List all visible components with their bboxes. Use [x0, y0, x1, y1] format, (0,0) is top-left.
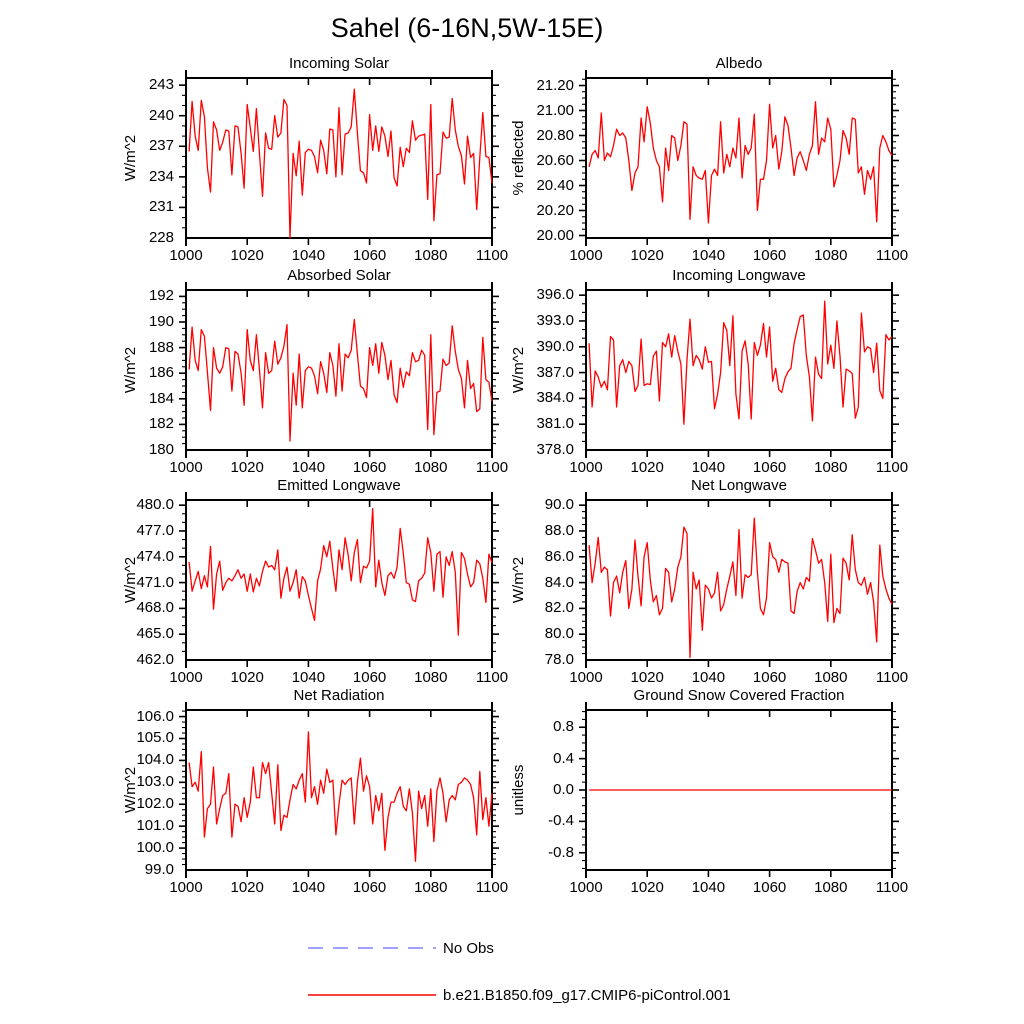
x-tick-label: 1020 — [230, 669, 264, 686]
y-tick-label: 90.0 — [544, 496, 574, 514]
y-tick-label: 21.20 — [536, 76, 574, 94]
plot-area — [574, 488, 904, 672]
x-tick-label: 1040 — [291, 669, 326, 686]
y-tick-label: 0.8 — [553, 718, 574, 736]
y-tick-label: 243 — [148, 76, 174, 94]
y-tick-label: 103.0 — [136, 773, 174, 791]
y-tick-label: 105.0 — [136, 729, 174, 747]
y-tick-label: 237 — [148, 137, 174, 155]
y-tick-label: 21.00 — [536, 101, 574, 119]
panel-title: Albedo — [715, 55, 763, 72]
x-tick-label: 1080 — [814, 669, 848, 686]
x-tick-label: 1080 — [414, 879, 448, 896]
y-tick-label: 99.0 — [144, 861, 174, 878]
series-line — [589, 102, 892, 223]
no-obs-line-sample-icon — [306, 944, 438, 952]
panel-title: Incoming Longwave — [672, 267, 806, 284]
x-tick-label: 1080 — [414, 247, 448, 264]
x-tick-label: 1100 — [475, 459, 509, 476]
plot-area — [174, 278, 504, 462]
y-tick-label: 378.0 — [536, 441, 574, 458]
x-tick-label: 1000 — [569, 459, 603, 476]
y-axis-label: W/m^2 — [122, 766, 139, 814]
y-tick-label: 100.0 — [136, 839, 174, 857]
x-tick-label: 1060 — [752, 247, 787, 264]
plot-area — [574, 698, 904, 882]
series-line — [589, 518, 892, 657]
x-tick-label: 1020 — [230, 879, 264, 896]
x-tick-label: 1040 — [691, 247, 726, 264]
y-tick-label: 80.0 — [544, 625, 574, 643]
y-tick-label: 381.0 — [536, 415, 574, 433]
y-axis-label: % reflected — [510, 120, 527, 196]
y-tick-label: 0.0 — [553, 781, 574, 798]
x-tick-label: 1040 — [291, 247, 326, 264]
x-tick-label: 1060 — [352, 459, 387, 476]
x-tick-label: 1060 — [352, 247, 387, 264]
y-tick-label: 387.0 — [536, 363, 574, 381]
x-tick-label: 1020 — [630, 879, 664, 896]
y-tick-label: 106.0 — [136, 707, 174, 725]
run-line-sample-icon — [306, 991, 438, 999]
y-tick-label: 234 — [148, 167, 174, 185]
y-tick-label: 396.0 — [536, 286, 574, 304]
x-tick-label: 1020 — [630, 459, 664, 476]
panel-title: Net Radiation — [293, 687, 385, 704]
y-tick-label: 240 — [148, 106, 174, 124]
x-tick-label: 1000 — [569, 669, 603, 686]
y-tick-label: 393.0 — [536, 311, 574, 329]
panel-title: Incoming Solar — [288, 55, 390, 72]
plot-area — [574, 66, 904, 250]
x-tick-label: 1000 — [169, 247, 203, 264]
panel-title: Net Longwave — [691, 477, 787, 494]
x-tick-label: 1080 — [814, 879, 848, 896]
figure-title: Sahel (6-16N,5W-15E) — [330, 13, 604, 43]
x-tick-label: 1020 — [630, 247, 664, 264]
y-tick-label: 20.60 — [536, 151, 574, 169]
x-tick-label: 1040 — [691, 669, 726, 686]
x-tick-label: 1000 — [169, 669, 203, 686]
y-tick-label: 20.00 — [536, 226, 574, 244]
series-line — [189, 509, 492, 635]
y-tick-label: 228 — [148, 229, 174, 246]
y-tick-label: 101.0 — [136, 817, 174, 835]
x-tick-label: 1100 — [475, 247, 509, 264]
plot-area — [174, 698, 504, 882]
y-tick-label: 180 — [148, 441, 174, 458]
x-tick-label: 1060 — [752, 459, 787, 476]
series-line — [189, 89, 492, 238]
y-tick-label: 182 — [148, 415, 174, 433]
plot-area — [574, 278, 904, 462]
x-tick-label: 1040 — [291, 879, 326, 896]
y-tick-label: 20.40 — [536, 176, 574, 194]
x-tick-label: 1080 — [814, 247, 848, 264]
series-line — [189, 732, 492, 861]
x-tick-label: 1020 — [230, 247, 264, 264]
y-tick-label: 465.0 — [136, 625, 174, 643]
y-tick-label: 231 — [148, 198, 174, 216]
x-tick-label: 1100 — [875, 247, 909, 264]
x-tick-label: 1020 — [230, 459, 264, 476]
y-tick-label: 477.0 — [136, 521, 174, 539]
y-tick-label: 88.0 — [544, 521, 574, 539]
y-tick-label: 104.0 — [136, 751, 174, 769]
x-tick-label: 1080 — [814, 459, 848, 476]
plot-area — [174, 488, 504, 672]
y-tick-label: 82.0 — [544, 599, 574, 617]
y-tick-label: 102.0 — [136, 795, 174, 813]
series-line — [189, 319, 492, 441]
x-tick-label: 1040 — [291, 459, 326, 476]
y-axis-label: unitless — [510, 764, 527, 816]
x-tick-label: 1000 — [569, 879, 603, 896]
y-tick-label: 390.0 — [536, 337, 574, 355]
x-tick-label: 1000 — [169, 459, 203, 476]
panel-title: Absorbed Solar — [287, 267, 391, 284]
x-tick-label: 1100 — [475, 669, 509, 686]
x-tick-label: 1040 — [691, 459, 726, 476]
y-axis-label: W/m^2 — [122, 556, 139, 604]
y-tick-label: 474.0 — [136, 547, 174, 565]
y-tick-label: 190 — [148, 313, 174, 330]
y-tick-label: 471.0 — [136, 573, 174, 591]
y-axis-label: W/m^2 — [122, 134, 139, 182]
series-line — [589, 301, 892, 424]
y-tick-label: 188 — [148, 338, 174, 356]
y-tick-label: 480.0 — [136, 496, 174, 514]
x-tick-label: 1100 — [475, 879, 509, 896]
x-tick-label: 1020 — [630, 669, 664, 686]
x-tick-label: 1000 — [569, 247, 603, 264]
y-tick-label: 192 — [148, 287, 174, 305]
y-tick-label: 86.0 — [544, 547, 574, 565]
x-tick-label: 1080 — [414, 459, 448, 476]
x-tick-label: 1060 — [352, 669, 387, 686]
y-tick-label: 78.0 — [544, 651, 574, 668]
y-axis-label: W/m^2 — [122, 346, 139, 394]
y-tick-label: 184 — [148, 389, 174, 407]
y-tick-label: 462.0 — [136, 651, 174, 668]
x-tick-label: 1060 — [752, 669, 787, 686]
y-tick-label: 468.0 — [136, 599, 174, 617]
y-tick-label: 84.0 — [544, 573, 574, 591]
y-axis-label: W/m^2 — [510, 556, 527, 604]
panel-title: Ground Snow Covered Fraction — [633, 687, 845, 704]
x-tick-label: 1060 — [352, 879, 387, 896]
y-tick-label: 20.80 — [536, 126, 574, 144]
legend-label-no-obs: No Obs — [443, 940, 494, 957]
y-tick-label: 0.4 — [553, 749, 574, 767]
x-tick-label: 1080 — [414, 669, 448, 686]
y-tick-label: -0.8 — [548, 843, 574, 861]
x-tick-label: 1040 — [691, 879, 726, 896]
x-tick-label: 1060 — [752, 879, 787, 896]
y-tick-label: 384.0 — [536, 389, 574, 407]
y-tick-label: 20.20 — [536, 201, 574, 219]
y-tick-label: -0.4 — [548, 812, 574, 830]
x-tick-label: 1100 — [875, 459, 909, 476]
panel-title: Emitted Longwave — [277, 477, 401, 494]
legend-label-run: b.e21.B1850.f09_g17.CMIP6-piControl.001 — [443, 987, 731, 1004]
x-tick-label: 1100 — [875, 669, 909, 686]
x-tick-label: 1000 — [169, 879, 203, 896]
x-tick-label: 1100 — [875, 879, 909, 896]
y-axis-label: W/m^2 — [510, 346, 527, 394]
plot-area — [174, 66, 504, 250]
y-tick-label: 186 — [148, 364, 174, 382]
